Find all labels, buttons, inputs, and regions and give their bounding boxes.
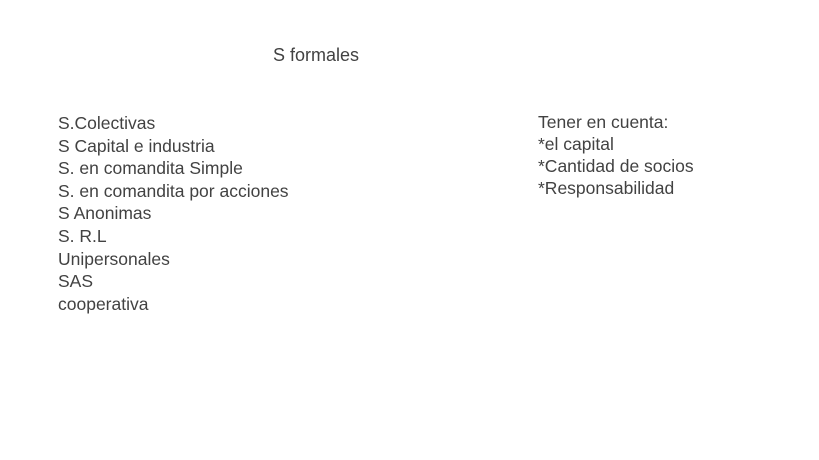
- list-item: S. R.L: [58, 225, 107, 246]
- list-item: S. en comandita por acciones: [58, 180, 289, 201]
- list-item: S. en comandita Simple: [58, 158, 243, 179]
- considerations-heading: Tener en cuenta:: [538, 112, 669, 132]
- list-item: *el capital: [538, 134, 614, 154]
- list-item: Unipersonales: [58, 248, 170, 269]
- company-types-list: [58, 112, 289, 315]
- considerations-list: [538, 133, 694, 199]
- considerations-box: [538, 111, 694, 199]
- list-item: SAS: [58, 271, 94, 292]
- list-item: cooperativa: [58, 293, 149, 314]
- list-item: S Anonimas: [58, 203, 152, 224]
- slide-title: S formales: [273, 45, 360, 65]
- list-item: *Cantidad de socios: [538, 156, 694, 176]
- list-item: *Responsabilidad: [538, 178, 675, 198]
- list-item: S.Colectivas: [58, 113, 156, 133]
- list-item: S Capital e industria: [58, 135, 215, 156]
